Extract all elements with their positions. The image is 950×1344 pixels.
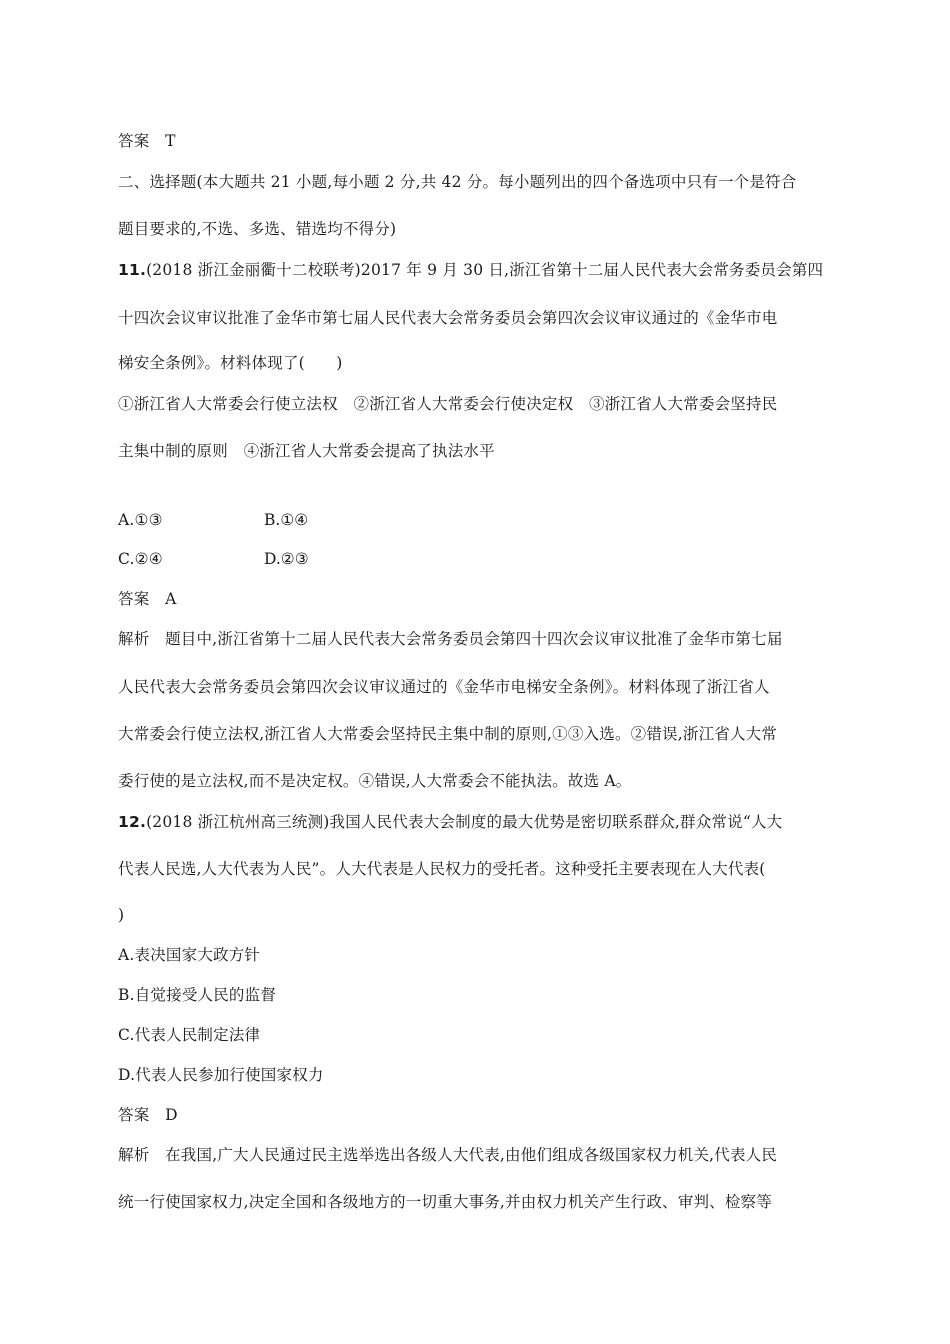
question-11-statements-line-1: ①浙江省人大常委会行使立法权 ②浙江省人大常委会行使决定权 ③浙江省人大常委会坚持民 — [118, 395, 778, 413]
question-12-stem-line-2: 代表人民选,人大代表为人民”。人大代表是人民权力的受托者。这种受托主要表现在人大代表( — [118, 860, 766, 878]
question-11-explanation-line-3: 大常委会行使立法权,浙江省人大常委会坚持民主集中制的原则,①③入选。②错误,浙江省人大常 — [118, 725, 778, 743]
question-12-option-d: D.代表人民参加行使国家权力 — [118, 1066, 324, 1084]
question-11-option-c: C.②④ — [118, 550, 163, 568]
question-11-explanation-line-1: 解析 题目中,浙江省第十二届人民代表大会常务委员会第四十四次会议审议批准了金华市第七届 — [118, 630, 783, 648]
question-11-explanation-line-4: 委行使的是立法权,而不是决定权。④错误,人大常委会不能执法。故选 A。 — [118, 772, 632, 790]
question-11-number: 11. — [118, 261, 147, 279]
question-12-option-b: B.自觉接受人民的监督 — [118, 986, 277, 1004]
question-12-explanation-line-2: 统一行使国家权力,决定全国和各级地方的一切重大事务,并由权力机关产生行政、审判、检察等 — [118, 1193, 772, 1211]
question-11-line-1 — [118, 260, 838, 280]
question-11-stem-line-3: 梯安全条例》。材料体现了( ) — [118, 354, 343, 372]
question-11-option-a: A.①③ — [118, 511, 163, 529]
question-12-stem-line-3: ) — [118, 906, 125, 924]
question-11-option-d: D.②③ — [264, 550, 309, 568]
section-heading-line-1: 二、选择题(本大题共 21 小题,每小题 2 分,共 42 分。每小题列出的四个备选项中只有一个是符合 — [118, 173, 797, 191]
question-11-answer: 答案 A — [118, 590, 177, 608]
question-12-stem-line-1: (2018 浙江杭州高三统测)我国人民代表大会制度的最大优势是密切联系群众,群众常说“人大 — [146, 813, 783, 831]
section-heading-line-2: 题目要求的,不选、多选、错选均不得分) — [118, 220, 397, 238]
question-12-answer: 答案 D — [118, 1106, 178, 1124]
question-11-stem-line-1: (2018 浙江金丽衢十二校联考)2017 年 9 月 30 日,浙江省第十二届人民代表大会常务委员会第四 — [146, 261, 824, 279]
question-11-stem-line-2: 十四次会议审议批准了金华市第七届人民代表大会常务委员会第四次会议审议通过的《金华市电 — [118, 309, 778, 327]
question-11-statements-line-2: 主集中制的原则 ④浙江省人大常委会提高了执法水平 — [118, 442, 495, 460]
question-12-option-a: A.表决国家大政方针 — [118, 946, 261, 964]
question-12-number: 12. — [118, 813, 147, 831]
previous-answer: 答案 T — [118, 132, 176, 150]
question-11-explanation-line-2: 人民代表大会常务委员会第四次会议审议通过的《金华市电梯安全条例》。材料体现了浙江省人 — [118, 678, 770, 696]
question-12-explanation-line-1: 解析 在我国,广大人民通过民主选举选出各级人大代表,由他们组成各级国家权力机关,代表人民 — [118, 1146, 778, 1164]
question-12-line-1 — [118, 812, 838, 832]
question-11-option-b: B.①④ — [264, 511, 309, 529]
question-12-option-c: C.代表人民制定法律 — [118, 1026, 261, 1044]
